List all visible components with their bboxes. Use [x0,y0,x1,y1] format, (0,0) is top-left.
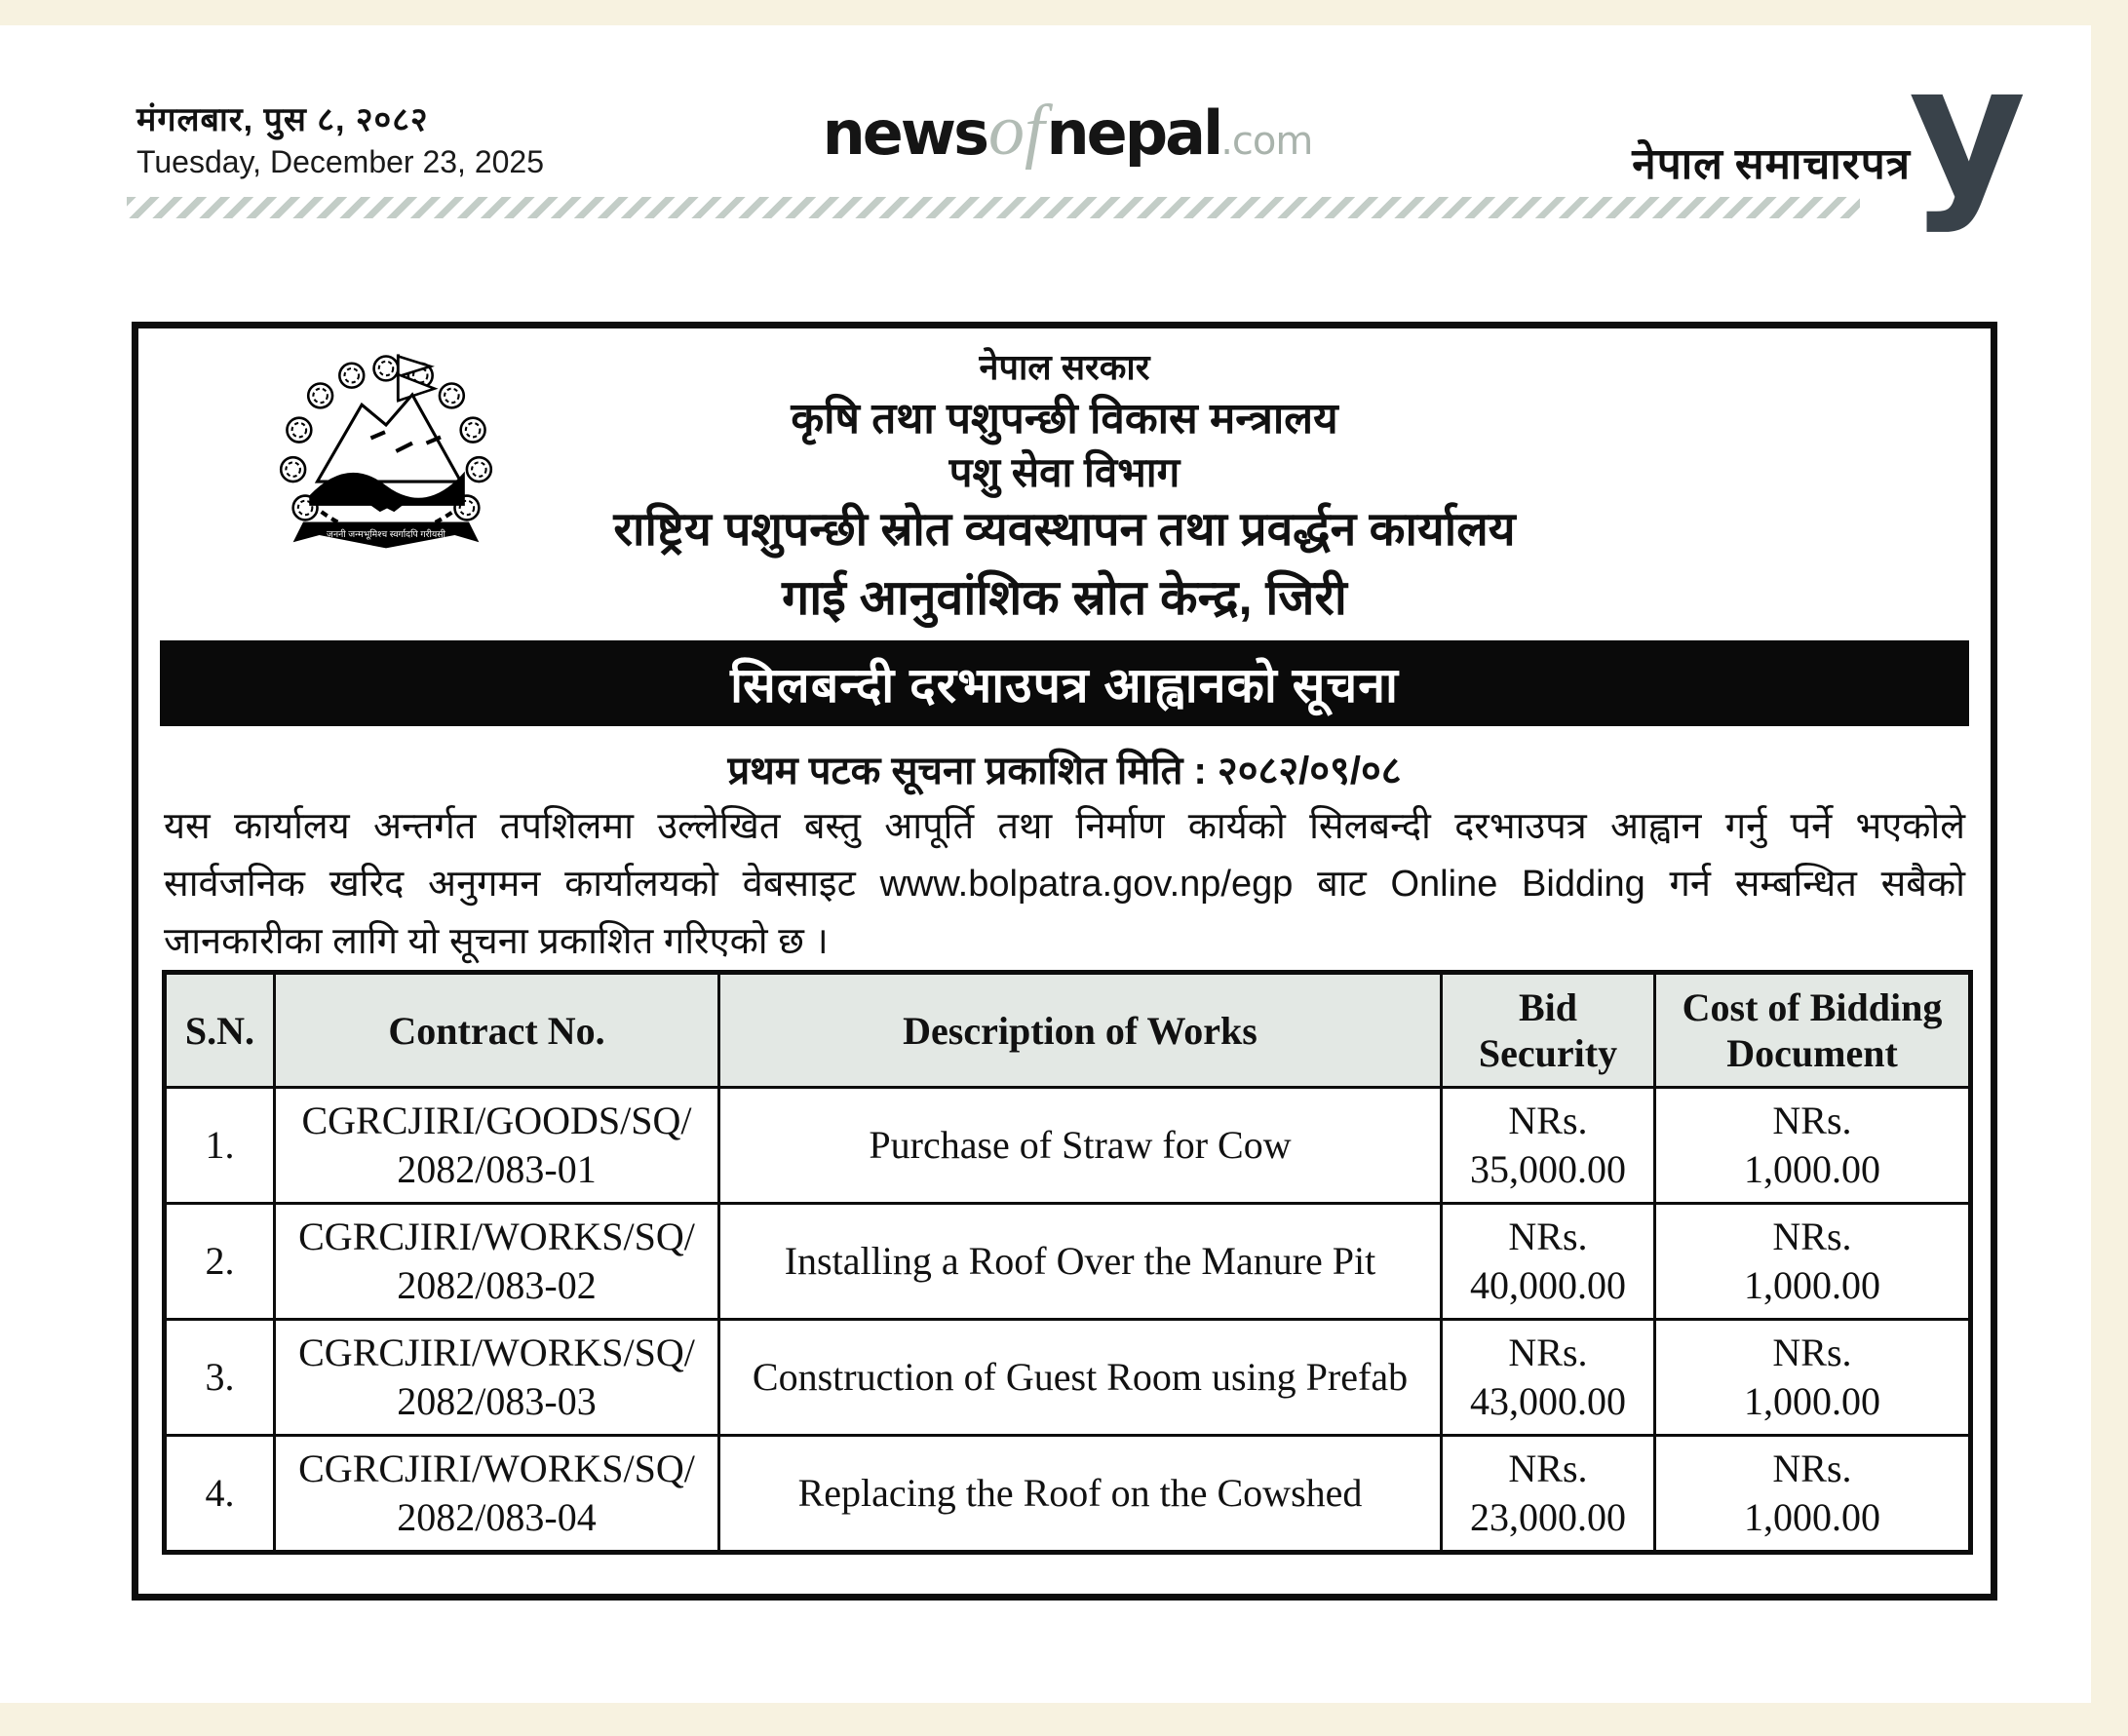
newspaper-brand-icon: y [1909,25,2027,236]
cell-contract-no [275,1204,719,1320]
table-row [165,1320,1971,1436]
cell-bidding-cost [1655,1320,1971,1436]
cell-bid-security [1442,1088,1655,1204]
cell-bid-security [1442,1204,1655,1320]
tender-notice-box [132,322,1997,1601]
contract-line-2: 2082/083-02 [397,1263,597,1307]
contract-line-1: CGRCJIRI/WORKS/SQ/ [298,1447,695,1490]
bid-currency: NRs. [1508,1215,1588,1258]
tender-table-wrapper [162,970,1973,1555]
table-header-row [165,973,1971,1088]
org-line-department: पशु सेवा विभाग [948,449,1180,495]
contract-line-1: CGRCJIRI/WORKS/SQ/ [298,1331,695,1374]
scan-edge-bottom [0,1703,2128,1736]
cell-description: Installing a Roof Over the Manure Pit [719,1204,1442,1320]
date-nepali: मंगलबार, पुस ८, २०८२ [136,101,429,138]
bid-currency: NRs. [1508,1099,1588,1142]
bid-currency: NRs. [1508,1331,1588,1374]
newspaper-title: नेपाल समाचारपत्र [1632,140,1911,188]
cost-amount: 1,000.00 [1744,1379,1880,1423]
cost-currency: NRs. [1772,1099,1852,1142]
cell-contract-no [275,1088,719,1204]
scan-edge-top [0,0,2128,25]
org-line-ministry: कृषि तथा पशुपन्छी विकास मन्त्रालय [791,395,1338,443]
cell-description: Replacing the Roof on the Cowshed [719,1436,1442,1553]
header-bid-security: Bid Security [1442,973,1655,1088]
org-line-office: राष्ट्रिय पशुपन्छी स्रोत व्यवस्थापन तथा प्रवर्द्धन कार्यालय [613,504,1516,556]
header-description: Description of Works [719,973,1442,1088]
tender-table [162,970,1973,1555]
org-line-government: नेपाल सरकार [979,347,1150,387]
cost-amount: 1,000.00 [1744,1495,1880,1539]
contract-line-1: CGRCJIRI/WORKS/SQ/ [298,1215,695,1258]
cell-sn: 1. [165,1088,275,1204]
cell-contract-no [275,1320,719,1436]
bid-amount: 43,000.00 [1470,1379,1626,1423]
logo-text-news: news [822,97,987,169]
cost-amount: 1,000.00 [1744,1263,1880,1307]
header-contract-no: Contract No. [275,973,719,1088]
cell-sn: 4. [165,1436,275,1553]
cell-bidding-cost [1655,1088,1971,1204]
cost-currency: NRs. [1772,1447,1852,1490]
cost-amount: 1,000.00 [1744,1147,1880,1191]
header-cost-of-bidding: Cost of Bidding Document [1655,973,1971,1088]
cell-bidding-cost [1655,1204,1971,1320]
cost-currency: NRs. [1772,1215,1852,1258]
bid-amount: 35,000.00 [1470,1147,1626,1191]
logo-text-nepal: nepal [1046,97,1221,169]
logo-text-of: of [987,91,1045,171]
header-sn: S.N. [165,973,275,1088]
contract-line-1: CGRCJIRI/GOODS/SQ/ [301,1099,692,1142]
emblem-motto: जननी जन्मभूमिश्च स्वर्गादपि गरीयसी [327,529,445,540]
body-line-2: सार्वजनिक खरिद अनुगमन कार्यालयको वेबसाइट www.bolpatra.gov.np/egp बाट Online Bidding गर्न सम्बन्धित सबैको [164,864,1965,905]
body-line-3: जानकारीका लागि यो सूचना प्रकाशित गरिएको छ । [164,921,829,962]
cell-bid-security [1442,1320,1655,1436]
newsofnepal-logo [814,90,1321,173]
scan-edge-right [2091,0,2128,1736]
body-line-1: यस कार्यालय अन्तर्गत तपशिलमा उल्लेखित बस्तु आपूर्ति तथा निर्माण कार्यको सिलबन्दी दरभाउपत्र आह्वान गर्नु पर्ने भएकोले [164,806,1965,847]
contract-line-2: 2082/083-01 [397,1147,597,1191]
bid-currency: NRs. [1508,1447,1588,1490]
cell-bidding-cost [1655,1436,1971,1553]
table-row [165,1436,1971,1553]
logo-text-com: .com [1220,119,1313,164]
cell-description: Purchase of Straw for Cow [719,1088,1442,1204]
cell-contract-no [275,1436,719,1553]
org-line-centre: गाई आनुवांशिक स्रोत केन्द्र, जिरी [782,570,1347,625]
notice-body-paragraph [164,798,1965,971]
cell-bid-security [1442,1436,1655,1553]
table-row [165,1204,1971,1320]
bid-amount: 40,000.00 [1470,1263,1626,1307]
contract-line-2: 2082/083-04 [397,1495,597,1539]
table-row [165,1088,1971,1204]
cell-sn: 3. [165,1320,275,1436]
cost-currency: NRs. [1772,1331,1852,1374]
cell-description: Construction of Guest Room using Prefab [719,1320,1442,1436]
cell-sn: 2. [165,1204,275,1320]
notice-banner-title: सिलबन्दी दरभाउपत्र आह्वानको सूचना [160,640,1969,726]
published-date-line: प्रथम पटक सूचना प्रकाशित मिति : २०८२/०९/०८ [727,750,1402,792]
bid-amount: 23,000.00 [1470,1495,1626,1539]
date-english: Tuesday, December 23, 2025 [136,144,545,179]
masthead-stripe-divider [127,197,1860,218]
contract-line-2: 2082/083-03 [397,1379,597,1423]
